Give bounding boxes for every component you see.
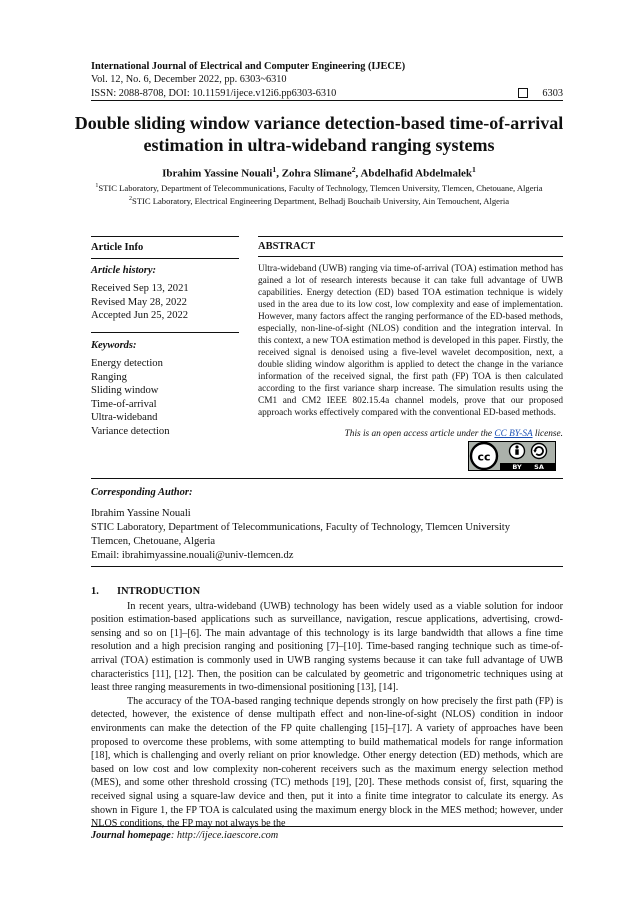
history-heading: Article history: <box>91 264 157 276</box>
affiliations: $^1$STIC Laboratory, Department of Telecommunications, Faculty of Technology, Tlemcen University, Tlemcen, Chetouane, Algeria $^2$STIC Laboratory, Electrical Engineering Department, Belhadj Bouchaib University, Ain Temouchent, Algeria <box>95 182 543 206</box>
corresponding-rule <box>91 478 563 479</box>
accepted-date: Accepted Jun 25, 2022 <box>91 310 189 321</box>
cc-by-label: BY <box>512 463 522 471</box>
square-icon <box>518 88 528 98</box>
abstract-section <box>258 236 563 440</box>
keyword: Ultra-wideband <box>91 412 158 423</box>
keyword: Energy detection <box>91 358 163 369</box>
article-info <box>91 236 239 438</box>
homepage-label: Journal homepage <box>91 830 171 841</box>
journal-homepage <box>91 830 278 841</box>
share-alike-icon <box>532 444 547 459</box>
corresponding-email[interactable]: Email: ibrahimyassine.nouali@univ-tlemcen.dz <box>91 550 294 561</box>
corresponding-end-rule <box>91 566 563 567</box>
author-name: Abdelhafid Abdelmalek <box>360 167 473 180</box>
paragraph: The accuracy of the TOA-based ranging technique depends strongly on how precisely the first path (FP) is detected, however, the existence of dense multipath effect and non-line-of-sight (NLOS) condition in indoor environments can make the detection of the FP quite challenging [15]–[17]. A variety of approaches have been proposed to overcome these problems, with some attempting to build mathematical models for range information [18], which is challenging and overly reliant on prior knowledge. Other energy detection (ED) methods, which are based on low cost and low complexity non-coherent receivers such as the maximum energy selection method (MES), and some other threshold crossing (TC) methods [19], [20]. These methods consist of, first, squaring the received signal using a square-law device and then, put it into a finite time integrator to calculate its energy. As shown in Figure 1, the FP TOA is calculated using the maximum energy block in the MES method; however, under NLOS conditions, the FP may not always be the <box>91 695 563 830</box>
license-link[interactable]: CC BY-SA <box>494 429 533 439</box>
author-name: Zohra Slimane <box>281 167 352 180</box>
cc-sa-label: SA <box>534 463 544 471</box>
keyword: Time-of-arrival <box>91 398 157 410</box>
journal-volume: Vol. 12, No. 6, December 2022, pp. 6303~6310 <box>91 74 287 86</box>
abstract-text: Ultra-wideband (UWB) ranging via time-of-arrival (TOA) estimation method has gained a lot of research interests because it can take full advantage of UWB capabilities. Energy detection (ED) based TOA estimation technique is widely used in the area due to its low cost, low complexity and ease of implementation. However, many factors affect the ranging performance of the ED-based methods, especially, non-line-of-sight (NLOS) condition and the integration interval. In this context, a new TOA estimation method is developed in this paper. Firstly, the received signal is denoised using a five-level wavelet decomposition, next, a double sliding window algorithm is applied to detect the change in the variance information of the received signal, the first path (FP) TOA is then calculated according to the first variance sharp increase. The simulation results using the CM1 and CM2 IEEE 802.15.4a channel models, prove that our proposed approach works effectively compared with the conventional ED-based methods. <box>258 264 563 418</box>
corresponding-affiliation: STIC Laboratory, Department of Telecommunications, Faculty of Technology, Tlemcen University <box>91 522 511 533</box>
journal-header <box>91 60 563 100</box>
corresponding-location: Tlemcen, Chetouane, Algeria <box>91 536 216 547</box>
keyword: Variance detection <box>91 425 170 437</box>
cc-by-sa-badge[interactable] <box>468 441 556 471</box>
paragraph: In recent years, ultra-wideband (UWB) technology has been widely used as a viable solution for indoor position estimation-based applications such as surveillance, navigation, rescue applications, advertising, crowd-sensing and so on [1]–[6]. The main advantage of this technology is its large bandwidth that allows a fine time resolution and a high precision ranging and positioning [7]–[10]. Time-based ranging technique such as time-of-arrival (TOA) estimation is commonly used in UWB ranging systems because it can take full advantage of UWB characteristics [11], [12]. Then, the position can be calculated by geometric and trigonometric techniques using at least three ranging measurements in two-dimensional positioning [13], [14]. <box>91 600 563 694</box>
affiliation: STIC Laboratory, Department of Telecommunications, Faculty of Technology, Tlemcen University, Tlemcen, Chetouane, Algeria <box>98 182 543 193</box>
author-list: Ibrahim Yassine Nouali$^1$, Zohra Slimane$^2$, Abdelhafid Abdelmalek$^1$ <box>162 165 476 180</box>
page-number: 6303 <box>542 87 563 99</box>
revised-date: Revised May 28, 2022 <box>91 296 187 308</box>
homepage-url[interactable]: : http://ijece.iaescore.com <box>170 830 279 841</box>
keyword: Ranging <box>91 371 127 383</box>
corresponding-name: Ibrahim Yassine Nouali <box>91 508 191 519</box>
journal-name: International Journal of Electrical and Computer Engineering (IJECE) <box>91 61 406 72</box>
keywords-heading: Keywords: <box>91 339 137 351</box>
corresponding-heading: Corresponding Author: <box>91 487 193 498</box>
received-date: Received Sep 13, 2021 <box>91 283 189 294</box>
journal-issn: ISSN: 2088-8708, DOI: 10.11591/ijece.v12i6.pp6303-6310 <box>91 87 337 99</box>
author-name: Ibrahim Yassine Nouali <box>162 167 273 180</box>
footer-rule <box>91 826 563 827</box>
article-info-heading: Article Info <box>91 242 144 253</box>
keyword: Sliding window <box>91 385 159 396</box>
affiliation: STIC Laboratory, Electrical Engineering Department, Belhadj Bouchaib University, Ain Temouchent, Algeria <box>131 195 510 206</box>
paper-title: Double sliding window variance detection-based time-of-arrival estimation in ultra-wideband ranging systems <box>74 113 564 155</box>
introduction-section <box>91 585 563 831</box>
header-rule <box>91 100 563 101</box>
abstract-heading: ABSTRACT <box>258 241 316 252</box>
corresponding-author <box>91 486 563 563</box>
license-note: This is an open access article under the CC BY-SA license. <box>344 429 563 439</box>
keyword-list <box>91 357 239 438</box>
section-heading: 1. INTRODUCTION <box>91 586 201 597</box>
svg-text:cc: cc <box>477 450 491 464</box>
